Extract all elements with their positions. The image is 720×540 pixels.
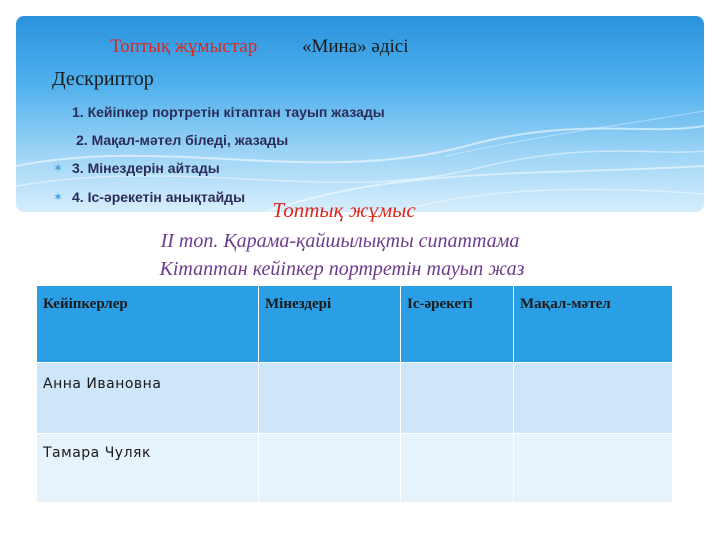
column-header-proverbs: Мақал-мәтел <box>514 286 673 363</box>
column-header-traits: Мінездері <box>259 286 401 363</box>
bullet-icon: ✶ <box>53 190 64 204</box>
table-row <box>37 363 673 434</box>
table-cell <box>401 363 514 434</box>
task-heading: Топтық жұмыс <box>272 198 416 222</box>
slide-title <box>110 36 408 58</box>
descriptor-label: Дескриптор <box>52 68 154 90</box>
title-method: «Мина» әдісі <box>301 36 409 57</box>
table-cell <box>514 363 673 434</box>
task-line-2: Кітаптан кейіпкер портретін тауып жаз <box>159 258 525 280</box>
table-cell <box>37 363 259 434</box>
descriptor-item-4: 4. Іс-әрекетін анықтайды <box>72 189 246 205</box>
column-header-actions: Іс-әрекеті <box>401 286 514 363</box>
descriptor-item-1: 1. Кейіпкер портретін кітаптан тауып жазады <box>72 104 385 120</box>
character-table <box>36 285 673 503</box>
table-cell <box>401 434 514 503</box>
descriptor-item-3: 3. Мінездерін айтады <box>72 160 220 176</box>
table-cell <box>259 363 401 434</box>
descriptor-item-2: 2. Мақал-мәтел біледі, жазады <box>76 132 289 148</box>
column-header-characters: Кейіпкерлер <box>37 286 259 363</box>
table-header-row <box>37 286 673 363</box>
table-cell <box>37 434 259 503</box>
character-name: Анна Ивановна <box>43 376 162 392</box>
table-cell <box>514 434 673 503</box>
character-name: Тамара Чуляк <box>43 445 151 461</box>
table-row <box>37 434 673 503</box>
title-group-work: Топтық жұмыстар <box>110 36 258 57</box>
task-line-1: ІІ топ. Қарама-қайшылықты сипаттама <box>160 230 520 252</box>
table-cell <box>259 434 401 503</box>
bullet-icon: ✶ <box>53 161 64 175</box>
